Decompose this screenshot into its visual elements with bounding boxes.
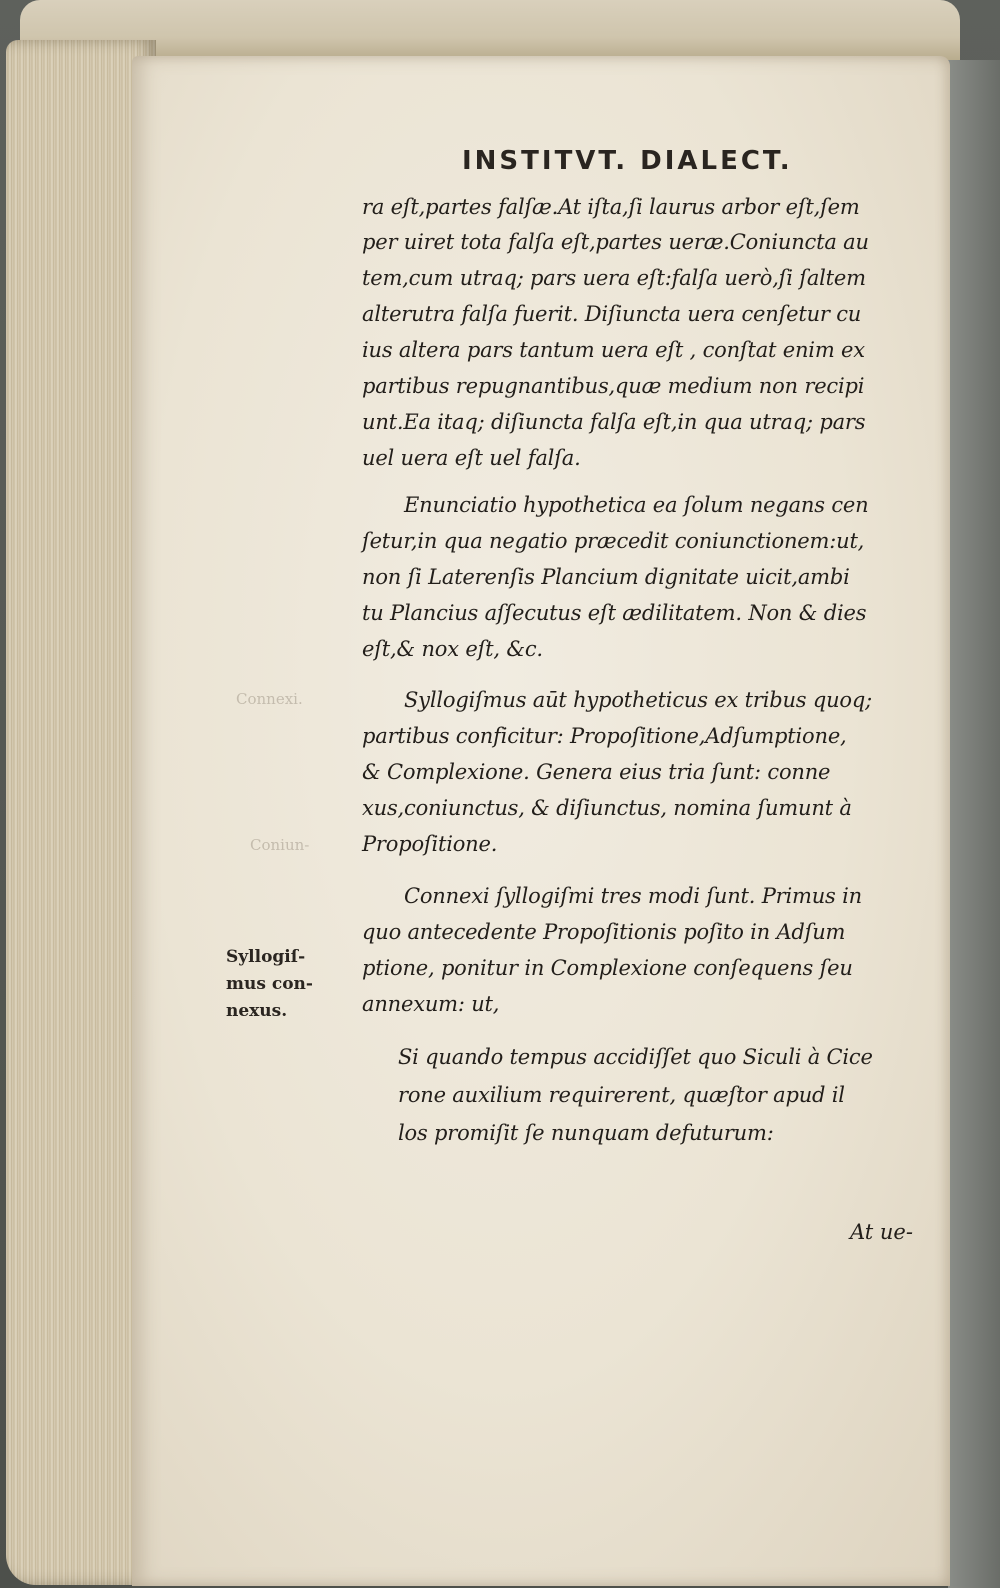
text-line: uel uera eſt uel falſa. — [362, 446, 581, 470]
catchword: At ue- — [850, 1220, 913, 1244]
text-line: alterutra falſa fuerit. Diſiuncta uera cenſetur cu — [362, 302, 862, 326]
text-line: Propoſitione. — [362, 832, 498, 856]
text-line: partibus conficitur: Propoſitione,Adſumptione, — [362, 724, 847, 748]
text-line: eſt,& nox eſt, &c. — [362, 637, 543, 661]
text-line: Syllogiſmus aūt hypotheticus ex tribus quoq; — [404, 688, 872, 712]
text-line: Enunciatio hypothetica ea ſolum negans cen — [404, 493, 869, 517]
text-line: & Complexione. Genera eius tria ſunt: conne — [362, 760, 831, 784]
marginal-note-line: Syllogiſ- — [226, 947, 306, 967]
text-line: tem,cum utraq; pars uera eſt:falſa uerò,ſi ſaltem — [362, 266, 866, 290]
marginal-note-line: nexus. — [226, 1001, 288, 1021]
text-line: tu Plancius aſſecutus eſt ædilitatem. Non & dies — [362, 601, 867, 625]
text-line: Connexi ſyllogiſmi tres modi ſunt. Primus in — [404, 884, 862, 908]
text-line: annexum: ut, — [362, 992, 500, 1016]
text-line: unt.Ea itaq; diſiuncta falſa eſt,in qua utraq; pars — [362, 410, 866, 434]
running-header: INSTITVT. DIALECT. — [462, 146, 793, 176]
text-line: Si quando tempus accidiſſet quo Siculi à Cice — [398, 1045, 873, 1069]
text-line: ſetur,in qua negatio præcedit coniunctionem:ut, — [362, 529, 865, 553]
marginal-note-line: mus con- — [226, 974, 313, 994]
text-line: ptione, ponitur in Complexione conſequens ſeu — [362, 956, 853, 980]
text-line: ra eſt,partes falſæ.At iſta,ſi laurus arbor eſt,ſem — [362, 195, 860, 219]
show-through-text: Connexi. — [236, 690, 303, 708]
text-line: non ſi Laterenſis Plancium dignitate uicit,ambi — [362, 565, 850, 589]
text-line: rone auxilium requirerent, quæſtor apud il — [398, 1083, 845, 1107]
text-line: quo antecedente Propoſitionis poſito in Adſum — [362, 920, 846, 944]
marginal-note — [226, 944, 313, 1025]
show-through-text: Coniun- — [250, 836, 310, 854]
text-line: ius altera pars tantum uera eſt , conſtat enim ex — [362, 338, 865, 362]
text-line: los promiſit ſe nunquam defuturum: — [398, 1121, 774, 1145]
text-line: xus,coniunctus, & diſiunctus, nomina ſumunt à — [362, 796, 852, 820]
text-line: partibus repugnantibus,quæ medium non recipi — [362, 374, 865, 398]
text-line: per uiret tota falſa eſt,partes ueræ.Coniuncta au — [362, 230, 869, 254]
